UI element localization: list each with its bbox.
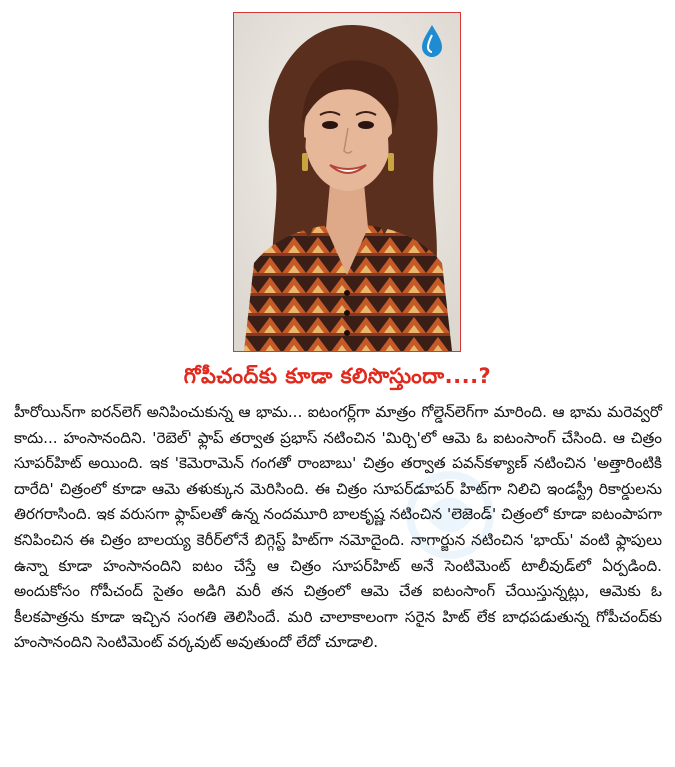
photo-of-actress-icon <box>234 13 460 351</box>
article-headline: గోపీచంద్‌కు కూడా కలిసొస్తుందా....? <box>183 364 492 388</box>
article-photo <box>233 12 461 352</box>
article-body: హీరోయిన్‌గా ఐరన్‌లెగ్ అనిపించుకున్న ఆ భామ... ఐటంగర్ల్‌గా మాత్రం గోల్డెన్‌లెగ్‌గా మారింది. ఆ భామ మరెవ్వరో కాదు... హంసానందిని. 'రెబెల్' ఫ్లాప్ తర్వాత ప్రభాస్ నటించిన 'మిర్చి'లో ఆమె ఓ ఐటంసాంగ్ చేసింది. ఆ చిత్రం సూపర్‌హిట్ అయింది. ఇక 'కెమెరామెన్ గంగతో రాంబాబు' చిత్రం తర్వాత పవన్‌కళ్యాణ్ నటించిన 'అత్తారింటికి దారేది' చిత్రంలో కూడా ఆమె తళుక్కున మెరిసింది. ఈ చిత్రం సూపర్‌డూపర్ హిట్‌గా నిలిచి ఇండస్ట్రీ రికార్డులను తిరగరాసింది. ఇక వరుసగా ఫ్లాప్‌లతో ఉన్న నందమూరి బాలకృష్ణ నటించిన 'లెజెండ్' చిత్రంలో కూడా ఐటంపాపగా కనిపించిన ఈ చిత్రం బాలయ్య కెరీర్‌లోనే బిగ్గెస్ట్ హిట్‌గా నమోదైంది. నాగార్జున నటించిన 'భాయ్' వంటి ఫ్లాపులు ఉన్నా కూడా హంసానందిని ఐటం చేస్తే ఆ చిత్రం సూపర్‌హిట్ అనే సెంటిమెంట్ టాలీవుడ్‌లో ఏర్పడింది. అందుకోసం గోపీచంద్ సైతం అడిగి మరీ తన చిత్రంలో ఆమె చేత ఐటంసాంగ్ చేయిస్తున్నట్లు, ఆమెకు ఓ కీలకపాత్రను కూడా ఇచ్చిన సంగతి తెలిసిందే. మరి చాలాకాలంగా సరైన హిట్ లేక బాధపడుతున్న గోపీచంద్‌కు హంసానందిని సెంటిమెంట్ వర్కవుట్ అవుతుందో లేదో చూడాలి. <box>14 403 662 652</box>
